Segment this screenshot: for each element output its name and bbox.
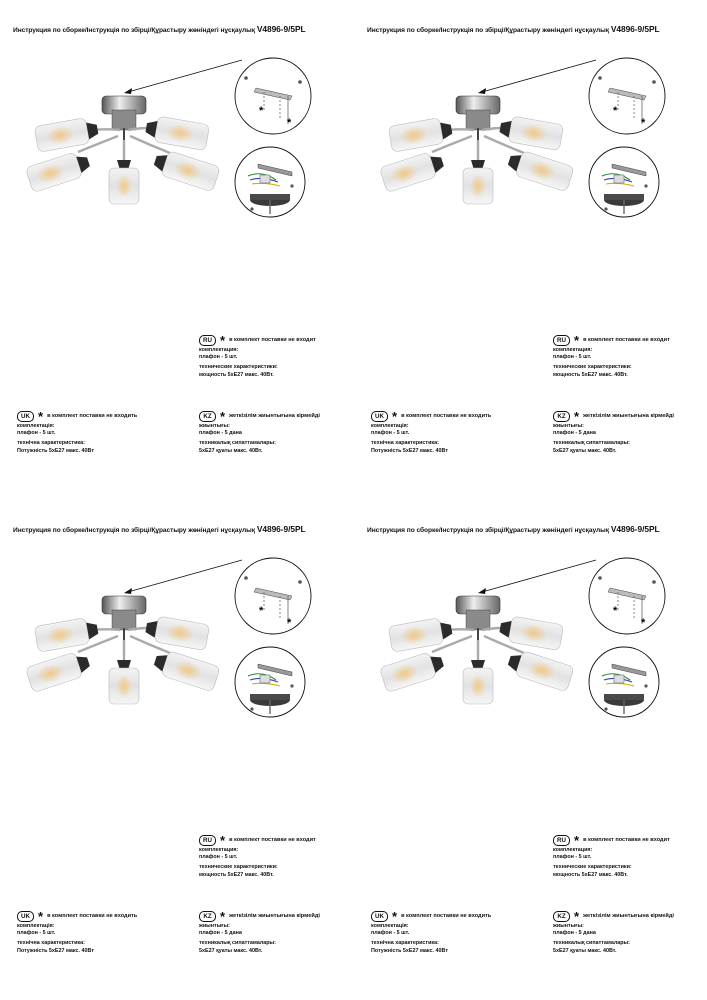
marker-star: * xyxy=(392,908,398,924)
chandelier-drawing xyxy=(379,96,574,204)
uk-kit-value: плафон - 5 шт. xyxy=(371,430,410,437)
assembly-illustration xyxy=(0,500,353,740)
ru-spec-label: технические характеристики: xyxy=(199,864,278,871)
ru-spec-value: мощность 5хЕ27 макс. 40Вт. xyxy=(553,871,628,878)
mounting-bracket-detail xyxy=(235,58,311,134)
kz-kit-value: плафон - 5 дана xyxy=(199,430,242,437)
ru-kit-label: комплектация: xyxy=(553,347,593,353)
kazakh-info-block xyxy=(553,908,674,955)
marker-star: * xyxy=(392,408,398,424)
ru-badge: RU xyxy=(553,335,570,346)
uk-kit-label: комплектація: xyxy=(17,923,55,929)
ru-badge: RU xyxy=(199,335,216,346)
title-text: Инструкция по сборке/Інструкція по збірці/Құрастыру жөніндегі нұсқаулық xyxy=(367,527,610,534)
ru-spec-value: мощность 5хЕ27 макс. 40Вт. xyxy=(199,871,274,878)
assembly-illustration xyxy=(354,0,707,240)
kz-not-included-note: жеткізілім жиынтығына кірмейді xyxy=(583,912,674,919)
uk-spec-value: Потужність 5хЕ27 макс. 40Вт xyxy=(17,447,94,454)
mounting-bracket-detail xyxy=(235,558,311,634)
uk-spec-label: технічна характеристика: xyxy=(371,440,439,447)
ru-spec-value: мощность 5хЕ27 макс. 40Вт. xyxy=(553,371,628,378)
pointer-arrow xyxy=(478,60,596,94)
ru-not-included-note: в комплект поставки не входит xyxy=(583,336,670,343)
ru-not-included-note: в комплект поставки не входит xyxy=(229,836,316,843)
kz-not-included-note: жеткізілім жиынтығына кірмейді xyxy=(583,412,674,419)
uk-kit-label: комплектація: xyxy=(17,423,55,429)
marker-star-2: * xyxy=(641,617,646,629)
ru-kit-label: комплектация: xyxy=(199,347,239,353)
pointer-arrow xyxy=(124,560,242,594)
chandelier-drawing xyxy=(379,596,574,704)
ru-spec-label: технические характеристики: xyxy=(553,864,632,871)
assembly-illustration xyxy=(0,0,353,240)
instruction-card-top-right xyxy=(354,0,707,500)
kz-kit-value: плафон - 5 дана xyxy=(553,430,596,437)
marker-star: * xyxy=(38,408,44,424)
uk-not-included-note: в комплект поставки не входить xyxy=(47,412,138,419)
kz-not-included-note: жеткізілім жиынтығына кірмейді xyxy=(229,412,320,419)
uk-kit-label: комплектація: xyxy=(371,923,409,929)
kz-badge: KZ xyxy=(553,911,570,922)
ukrainian-info-block xyxy=(371,408,492,455)
ukrainian-info-block xyxy=(17,908,138,955)
kazakh-info-block xyxy=(199,408,320,455)
uk-badge: UK xyxy=(17,411,34,422)
kz-kit-value: плафон - 5 дана xyxy=(553,930,596,937)
kz-not-included-note: жеткізілім жиынтығына кірмейді xyxy=(229,912,320,919)
uk-spec-label: технічна характеристика: xyxy=(371,940,439,947)
instruction-card-top-left xyxy=(0,0,353,500)
uk-spec-value: Потужність 5хЕ27 макс. 40Вт xyxy=(371,947,448,954)
kz-kit-label: жиынтығы: xyxy=(553,423,584,429)
uk-kit-value: плафон - 5 шт. xyxy=(371,930,410,937)
kz-spec-label: техникалық сипаттамалары: xyxy=(553,940,630,947)
uk-badge: UK xyxy=(371,411,388,422)
ru-not-included-note: в комплект поставки не входит xyxy=(229,336,316,343)
russian-info-block xyxy=(553,832,670,879)
kz-badge: KZ xyxy=(199,411,216,422)
kz-spec-value: 5хЕ27 қуаты макс. 40Вт. xyxy=(199,947,263,954)
chandelier-drawing xyxy=(25,596,220,704)
ru-kit-label: комплектация: xyxy=(199,847,239,853)
chandelier-drawing xyxy=(25,96,220,204)
ru-spec-value: мощность 5хЕ27 макс. 40Вт. xyxy=(199,371,274,378)
uk-badge: UK xyxy=(17,911,34,922)
instruction-card-bottom-right xyxy=(354,500,707,1000)
ru-spec-label: технические характеристики: xyxy=(199,364,278,371)
uk-spec-label: технічна характеристика: xyxy=(17,440,85,447)
model-number: V4896-9/5PL xyxy=(256,524,306,534)
wiring-detail xyxy=(235,147,305,217)
kz-spec-value: 5хЕ27 қуаты макс. 40Вт. xyxy=(199,447,263,454)
uk-not-included-note: в комплект поставки не входить xyxy=(401,912,492,919)
marker-star: * xyxy=(220,332,226,348)
russian-info-block xyxy=(199,332,316,379)
russian-info-block xyxy=(553,332,670,379)
kz-spec-label: техникалық сипаттамалары: xyxy=(553,440,630,447)
marker-star: * xyxy=(574,832,580,848)
ukrainian-info-block xyxy=(371,908,492,955)
ru-badge: RU xyxy=(199,835,216,846)
uk-badge: UK xyxy=(371,911,388,922)
pointer-arrow xyxy=(124,60,242,94)
kz-spec-value: 5хЕ27 қуаты макс. 40Вт. xyxy=(553,947,617,954)
kz-kit-label: жиынтығы: xyxy=(199,423,230,429)
wiring-detail xyxy=(589,147,659,217)
uk-kit-label: комплектація: xyxy=(371,423,409,429)
marker-star: * xyxy=(220,908,226,924)
marker-star-2: * xyxy=(287,117,292,129)
uk-kit-value: плафон - 5 шт. xyxy=(17,430,56,437)
uk-spec-label: технічна характеристика: xyxy=(17,940,85,947)
model-number: V4896-9/5PL xyxy=(610,524,660,534)
ukrainian-info-block xyxy=(17,408,138,455)
ru-kit-label: комплектация: xyxy=(553,847,593,853)
assembly-illustration xyxy=(354,500,707,740)
title-text: Инструкция по сборке/Інструкція по збірці/Құрастыру жөніндегі нұсқаулық xyxy=(367,27,610,34)
wiring-detail xyxy=(235,647,305,717)
marker-star: * xyxy=(574,408,580,424)
marker-star-2: * xyxy=(641,117,646,129)
marker-star: * xyxy=(220,832,226,848)
kazakh-info-block xyxy=(553,408,674,455)
marker-star: * xyxy=(574,908,580,924)
ru-not-included-note: в комплект поставки не входит xyxy=(583,836,670,843)
kz-spec-value: 5хЕ27 қуаты макс. 40Вт. xyxy=(553,447,617,454)
ru-kit-value: плафон - 5 шт. xyxy=(553,854,592,861)
kazakh-info-block xyxy=(199,908,320,955)
kz-badge: KZ xyxy=(199,911,216,922)
model-number: V4896-9/5PL xyxy=(256,24,306,34)
kz-spec-label: техникалық сипаттамалары: xyxy=(199,440,276,447)
uk-not-included-note: в комплект поставки не входить xyxy=(401,412,492,419)
ru-kit-value: плафон - 5 шт. xyxy=(199,354,238,361)
ru-spec-label: технические характеристики: xyxy=(553,364,632,371)
marker-star-1: * xyxy=(259,605,264,617)
ru-kit-value: плафон - 5 шт. xyxy=(553,354,592,361)
kz-kit-label: жиынтығы: xyxy=(553,923,584,929)
uk-not-included-note: в комплект поставки не входить xyxy=(47,912,138,919)
marker-star: * xyxy=(220,408,226,424)
uk-spec-value: Потужність 5хЕ27 макс. 40Вт xyxy=(17,947,94,954)
instruction-card-bottom-left xyxy=(0,500,353,1000)
title-text: Инструкция по сборке/Інструкція по збірці/Құрастыру жөніндегі нұсқаулық xyxy=(13,527,256,534)
marker-star-1: * xyxy=(259,105,264,117)
wiring-detail xyxy=(589,647,659,717)
ru-badge: RU xyxy=(553,835,570,846)
marker-star-1: * xyxy=(613,105,618,117)
title-text: Инструкция по сборке/Інструкція по збірці/Құрастыру жөніндегі нұсқаулық xyxy=(13,27,256,34)
russian-info-block xyxy=(199,832,316,879)
marker-star: * xyxy=(38,908,44,924)
uk-kit-value: плафон - 5 шт. xyxy=(17,930,56,937)
kz-kit-label: жиынтығы: xyxy=(199,923,230,929)
mounting-bracket-detail xyxy=(589,558,665,634)
kz-badge: KZ xyxy=(553,411,570,422)
marker-star: * xyxy=(574,332,580,348)
mounting-bracket-detail xyxy=(589,58,665,134)
marker-star-2: * xyxy=(287,617,292,629)
pointer-arrow xyxy=(478,560,596,594)
kz-kit-value: плафон - 5 дана xyxy=(199,930,242,937)
uk-spec-value: Потужність 5хЕ27 макс. 40Вт xyxy=(371,447,448,454)
kz-spec-label: техникалық сипаттамалары: xyxy=(199,940,276,947)
model-number: V4896-9/5PL xyxy=(610,24,660,34)
marker-star-1: * xyxy=(613,605,618,617)
ru-kit-value: плафон - 5 шт. xyxy=(199,854,238,861)
